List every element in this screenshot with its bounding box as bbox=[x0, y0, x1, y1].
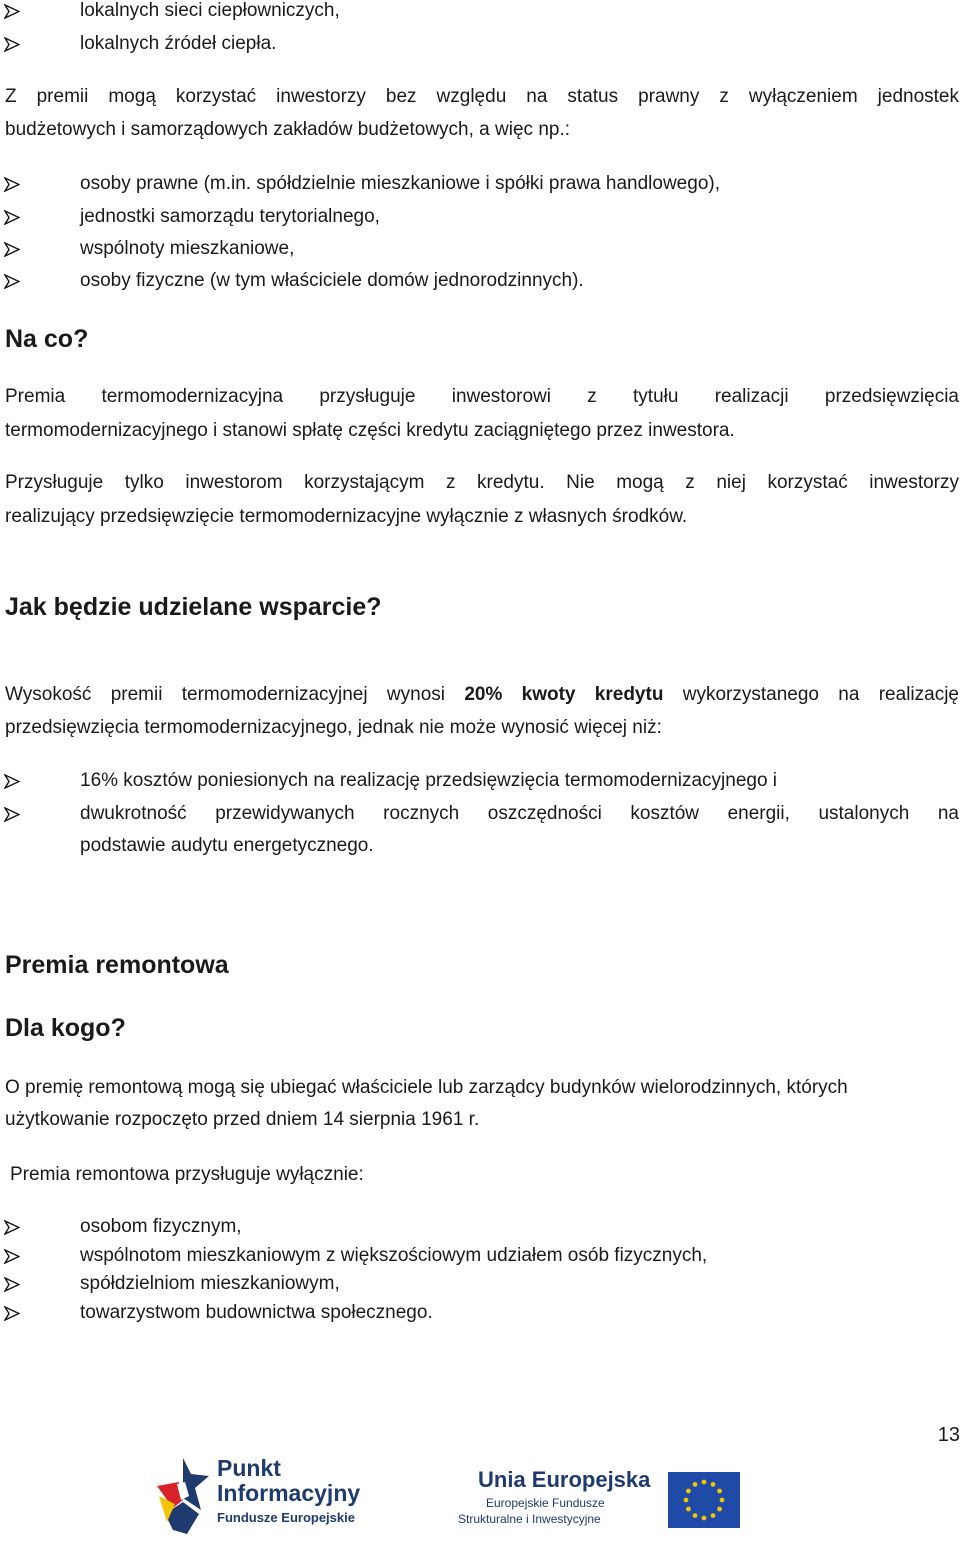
arrow-bullet-icon bbox=[4, 210, 20, 225]
paragraph-4-line-2: użytkowanie rozpoczęto przed dniem 14 sierpnia 1961 r. bbox=[5, 1109, 480, 1130]
heading-na-co: Na co? bbox=[5, 325, 89, 353]
punkt-informacyjny-logo bbox=[155, 1456, 375, 1536]
arrow-bullet-icon bbox=[4, 242, 20, 257]
paragraph-3-line-2: przedsięwzięcia termomodernizacyjnego, jednak nie może wynosić więcej niż: bbox=[5, 717, 662, 738]
arrow-bullet-icon bbox=[4, 1306, 20, 1321]
ue-title: Unia Europejska bbox=[478, 1467, 651, 1492]
paragraph-3-text-b: wykorzystanego na realizację bbox=[682, 684, 959, 705]
arrow-bullet-icon bbox=[4, 1249, 20, 1264]
list-item-continuation: podstawie audytu energetycznego. bbox=[80, 835, 374, 856]
paragraph-5: Premia remontowa przysługuje wyłącznie: bbox=[10, 1164, 364, 1185]
pi-title-2: Informacyjny bbox=[217, 1480, 361, 1506]
arrow-bullet-icon bbox=[4, 1220, 20, 1235]
paragraph-2-line-1: Przysługuje tylko inwestorom korzystającym z kredytu. Nie mogą z niej korzystać inwestorzy bbox=[5, 472, 959, 493]
arrow-bullet-icon bbox=[4, 37, 20, 52]
heading-premia-remontowa: Premia remontowa bbox=[5, 951, 229, 979]
pi-subtitle: Fundusze Europejskie bbox=[217, 1510, 355, 1525]
list-item-text: 16% kosztów poniesionych na realizację przedsięwzięcia termomodernizacyjnego i bbox=[80, 770, 778, 791]
paragraph-2-line-2: realizujący przedsięwzięcie termomodernizacyjne wyłącznie z własnych środków. bbox=[5, 506, 688, 527]
arrow-bullet-icon bbox=[4, 1277, 20, 1292]
paragraph-1-line-1: Premia termomodernizacyjna przysługuje inwestorowi z tytułu realizacji przedsięwzięcia bbox=[5, 386, 959, 407]
paragraph-1-line-2: termomodernizacyjnego i stanowi spłatę części kredytu zaciągniętego przez inwestora. bbox=[5, 420, 735, 441]
arrow-bullet-icon bbox=[4, 177, 20, 192]
paragraph-4-line-1: O premię remontową mogą się ubiegać właściciele lub zarządcy budynków wielorodzinnych, których bbox=[5, 1077, 848, 1098]
intro-line-1: Z premii mogą korzystać inwestorzy bez względu na status prawny z wyłączeniem jednostek bbox=[5, 86, 959, 107]
list-item-text: jednostki samorządu terytorialnego, bbox=[80, 206, 380, 227]
intro-line-2: budżetowych i samorządowych zakładów budżetowych, a więc np.: bbox=[5, 119, 571, 140]
list-item-text: towarzystwom budownictwa społecznego. bbox=[80, 1302, 433, 1323]
paragraph-3-line-1 bbox=[5, 679, 959, 711]
list-item-text: osoby prawne (m.in. spółdzielnie mieszkaniowe i spółki prawa handlowego), bbox=[80, 173, 720, 194]
list-item-text: osoby fizyczne (w tym właściciele domów jednorodzinnych). bbox=[80, 270, 584, 291]
paragraph-3-text-a: Wysokość premii termomodernizacyjnej wynosi bbox=[5, 684, 445, 705]
list-item-text: dwukrotność przewidywanych rocznych oszczędności kosztów energii, ustalonych na bbox=[80, 803, 959, 824]
arrow-bullet-icon bbox=[4, 774, 20, 789]
arrow-bullet-icon bbox=[4, 4, 20, 19]
heading-wsparcie: Jak będzie udzielane wsparcie? bbox=[5, 593, 382, 621]
arrow-bullet-icon bbox=[4, 807, 20, 822]
eu-flag-icon bbox=[668, 1472, 740, 1528]
list-item-text: wspólnotom mieszkaniowym z większościowym udziałem osób fizycznych, bbox=[80, 1245, 708, 1266]
unia-europejska-logo bbox=[458, 1466, 748, 1536]
pi-title-1: Punkt bbox=[217, 1455, 281, 1481]
list-item-text: lokalnych źródeł ciepła. bbox=[80, 33, 277, 54]
ue-sub-2: Strukturalne i Inwestycyjne bbox=[458, 1512, 601, 1526]
list-item-text: wspólnoty mieszkaniowe, bbox=[80, 238, 295, 259]
funds-emblem-icon bbox=[155, 1456, 211, 1536]
ue-sub-1: Europejskie Fundusze bbox=[486, 1496, 605, 1510]
heading-dla-kogo: Dla kogo? bbox=[5, 1014, 126, 1042]
list-item-text: spółdzielniom mieszkaniowym, bbox=[80, 1273, 340, 1294]
list-item-text: lokalnych sieci ciepłowniczych, bbox=[80, 0, 340, 21]
list-item-text: osobom fizycznym, bbox=[80, 1216, 242, 1237]
page-number: 13 bbox=[937, 1424, 960, 1446]
paragraph-3-bold: 20% kwoty kredytu bbox=[464, 684, 664, 705]
arrow-bullet-icon bbox=[4, 274, 20, 289]
